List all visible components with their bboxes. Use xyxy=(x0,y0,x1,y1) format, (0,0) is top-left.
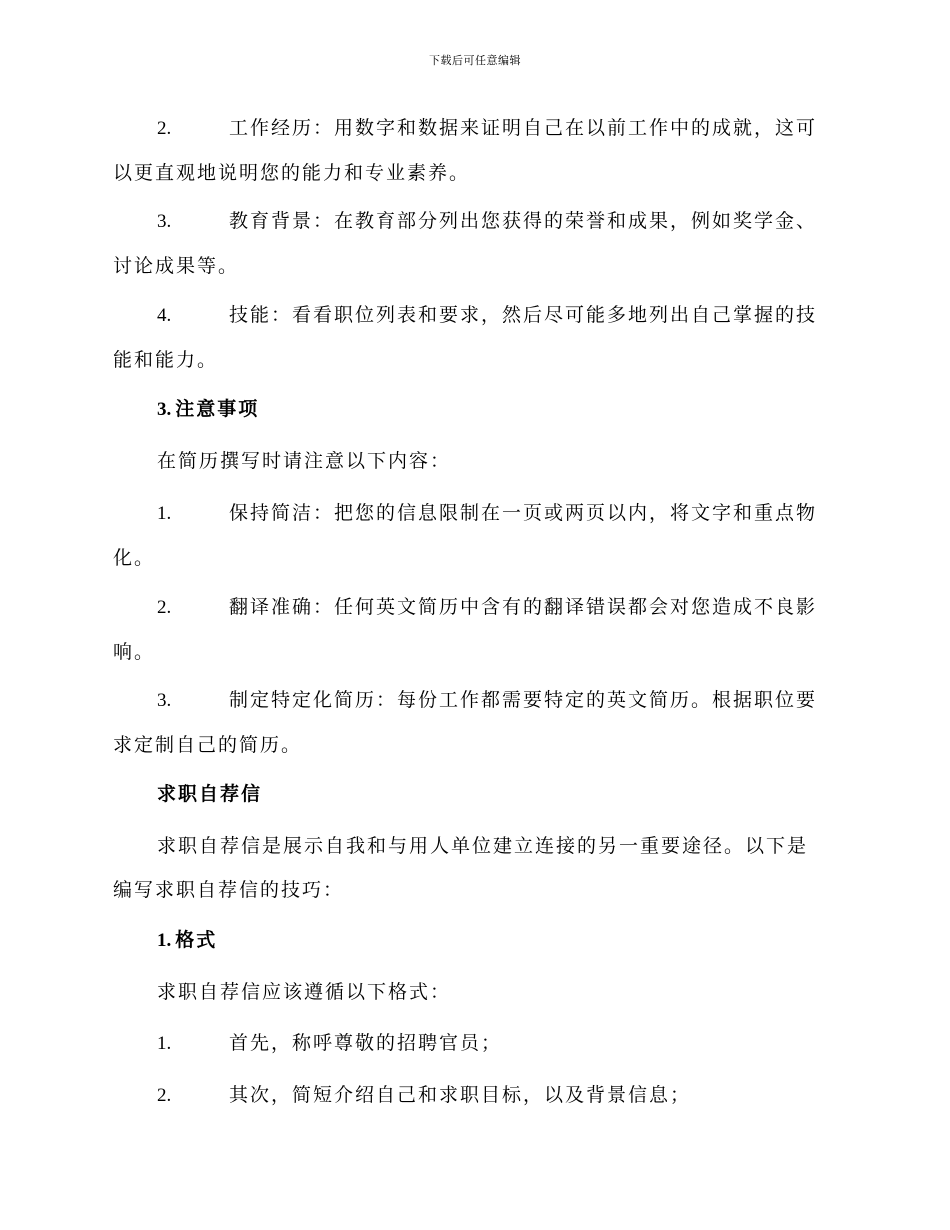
list-text-continued: 能和能力。 xyxy=(113,349,219,371)
list-text-continued: 以更直观地说明您的能力和专业素养。 xyxy=(113,162,471,184)
section-heading-format xyxy=(113,918,877,963)
list-item-skills xyxy=(113,293,833,382)
list-number: 2. xyxy=(157,1085,172,1106)
section-heading-cover-letter xyxy=(113,772,877,816)
list-text-continued: 化。 xyxy=(113,547,156,569)
list-text: 制定特定化简历：每份工作都需要特定的英文简历。根据职位要 xyxy=(229,689,818,711)
list-number: 3. xyxy=(157,690,172,711)
list-number: 3. xyxy=(157,211,172,232)
paragraph-notes-intro: 在简历撰写时请注意以下内容： xyxy=(157,450,452,472)
section-heading-notes xyxy=(113,387,877,432)
list-text-continued: 求定制自己的简历。 xyxy=(113,734,303,756)
heading-text: 注意事项 xyxy=(175,398,260,420)
paragraph-line-continued: 编写求职自荐信的技巧： xyxy=(113,879,345,901)
heading-number: 3. xyxy=(157,399,172,420)
list-item-education xyxy=(113,199,833,288)
paragraph-cover-letter-intro xyxy=(113,824,833,912)
list-item-greeting xyxy=(113,1021,833,1066)
list-item-work-experience xyxy=(113,106,833,195)
list-number: 1. xyxy=(157,1033,172,1054)
list-text: 工作经历：用数字和数据来证明自己在以前工作中的成就，这可 xyxy=(229,117,818,139)
list-item-concise xyxy=(113,491,833,580)
list-number: 1. xyxy=(157,503,172,524)
heading-number: 1. xyxy=(157,930,172,951)
list-number: 2. xyxy=(157,597,172,618)
list-item-customized-resume xyxy=(113,678,833,767)
list-text: 首先，称呼尊敬的招聘官员； xyxy=(229,1032,503,1054)
list-text-continued: 讨论成果等。 xyxy=(113,255,240,277)
paragraph-format-intro: 求职自荐信应该遵循以下格式： xyxy=(157,981,452,1003)
list-text: 其次，简短介绍自己和求职目标，以及背景信息； xyxy=(229,1084,692,1106)
list-number: 2. xyxy=(157,118,172,139)
paragraph-line: 求职自荐信是展示自我和与用人单位建立连接的另一重要途径。以下是 xyxy=(157,835,809,857)
heading-text: 格式 xyxy=(175,929,218,951)
list-text-continued: 响。 xyxy=(113,641,156,663)
heading-text: 求职自荐信 xyxy=(157,783,263,805)
list-text: 技能：看看职位列表和要求，然后尽可能多地列出自己掌握的技 xyxy=(229,304,818,326)
page-header: 下载后可任意编辑 xyxy=(429,54,521,67)
list-text: 保持简洁：把您的信息限制在一页或两页以内，将文字和重点物 xyxy=(229,502,818,524)
list-text: 翻译准确：任何英文简历中含有的翻译错误都会对您造成不良影 xyxy=(229,596,818,618)
list-item-introduction xyxy=(113,1073,833,1118)
list-item-translation xyxy=(113,585,833,674)
list-text: 教育背景：在教育部分列出您获得的荣誉和成果，例如奖学金、 xyxy=(229,210,818,232)
list-number: 4. xyxy=(157,305,172,326)
